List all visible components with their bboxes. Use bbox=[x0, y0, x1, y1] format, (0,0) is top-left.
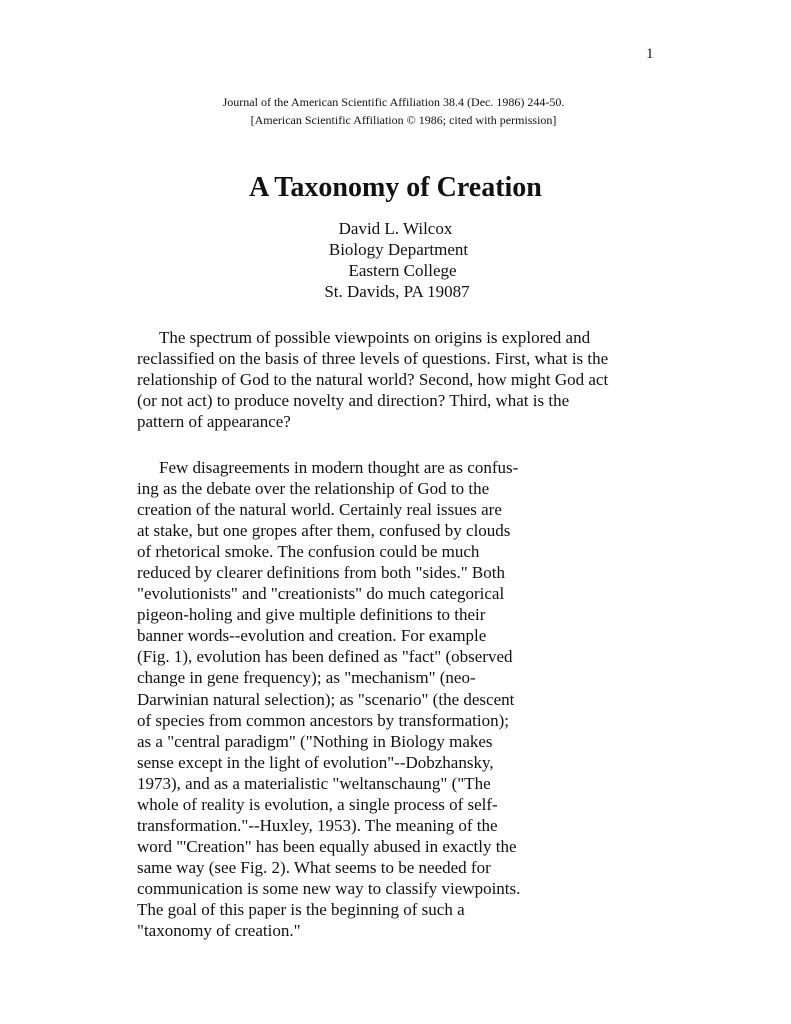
body-line: sense except in the light of evolution"--Dobzhansky, bbox=[137, 752, 494, 772]
abstract-line: The spectrum of possible viewpoints on origins is explored and bbox=[159, 328, 591, 347]
body-line: change in gene frequency); as "mechanism" (neo- bbox=[137, 668, 476, 688]
author-institution: Eastern College bbox=[348, 261, 457, 280]
body-line: (Fig. 1), evolution has been defined as "fact" (observed bbox=[137, 647, 513, 667]
body-line: banner words--evolution and creation. For example bbox=[137, 626, 487, 646]
body-line: at stake, but one gropes after them, confused by clouds bbox=[137, 521, 511, 541]
body-line: whole of reality is evolution, a single process of self- bbox=[137, 794, 498, 814]
body-line: The goal of this paper is the beginning of such a bbox=[137, 899, 465, 919]
body-line: pigeon-holing and give multiple definitions to their bbox=[137, 605, 486, 625]
author-department: Biology Department bbox=[328, 240, 469, 259]
citation-line-journal: Journal of the American Scientific Affiliation 38.4 (Dec. 1986) 244-50. bbox=[222, 95, 565, 109]
body-line: same way (see Fig. 2). What seems to be needed for bbox=[137, 857, 491, 877]
body-line: "taxonomy of creation." bbox=[137, 921, 301, 941]
body-paragraph bbox=[137, 457, 577, 941]
author-block bbox=[0, 218, 791, 302]
body-line: Few disagreements in modern thought are as confus- bbox=[159, 458, 519, 477]
abstract-paragraph bbox=[137, 327, 657, 432]
body-line: "evolutionists" and "creationists" do much categorical bbox=[137, 584, 505, 604]
abstract-line: (or not act) to produce novelty and direction? Third, what is the bbox=[137, 391, 570, 410]
abstract-line: relationship of God to the natural world? Second, how might God act bbox=[137, 370, 609, 389]
abstract-line: reclassified on the basis of three levels of questions. First, what is the bbox=[137, 349, 609, 368]
body-line: Darwinian natural selection); as "scenario" (the descent bbox=[137, 689, 515, 709]
body-line: reduced by clearer definitions from both "sides." Both bbox=[137, 563, 505, 583]
citation-line-copyright: [American Scientific Affiliation © 1986; cited with permission] bbox=[250, 113, 557, 127]
article-title: A Taxonomy of Creation bbox=[249, 172, 542, 203]
page-number: 1 bbox=[646, 46, 654, 62]
body-line: word "'Creation" has been equally abused in exactly the bbox=[137, 836, 517, 856]
body-line: communication is some new way to classify viewpoints. bbox=[137, 878, 521, 898]
body-line: transformation."--Huxley, 1953). The meaning of the bbox=[137, 815, 498, 835]
body-line: of rhetorical smoke. The confusion could be much bbox=[137, 542, 480, 562]
body-line: of species from common ancestors by transformation); bbox=[137, 710, 510, 730]
journal-citation bbox=[0, 93, 791, 129]
body-line: creation of the natural world. Certainly real issues are bbox=[137, 500, 502, 520]
body-line: 1973), and as a materialistic "weltanschaung" ("The bbox=[137, 773, 491, 793]
body-line: ing as the debate over the relationship of God to the bbox=[137, 479, 490, 499]
abstract-line: pattern of appearance? bbox=[137, 412, 291, 431]
body-line: as a "central paradigm" ("Nothing in Biology makes bbox=[137, 731, 493, 751]
author-location: St. Davids, PA 19087 bbox=[324, 282, 470, 301]
author-name: David L. Wilcox bbox=[338, 219, 453, 238]
